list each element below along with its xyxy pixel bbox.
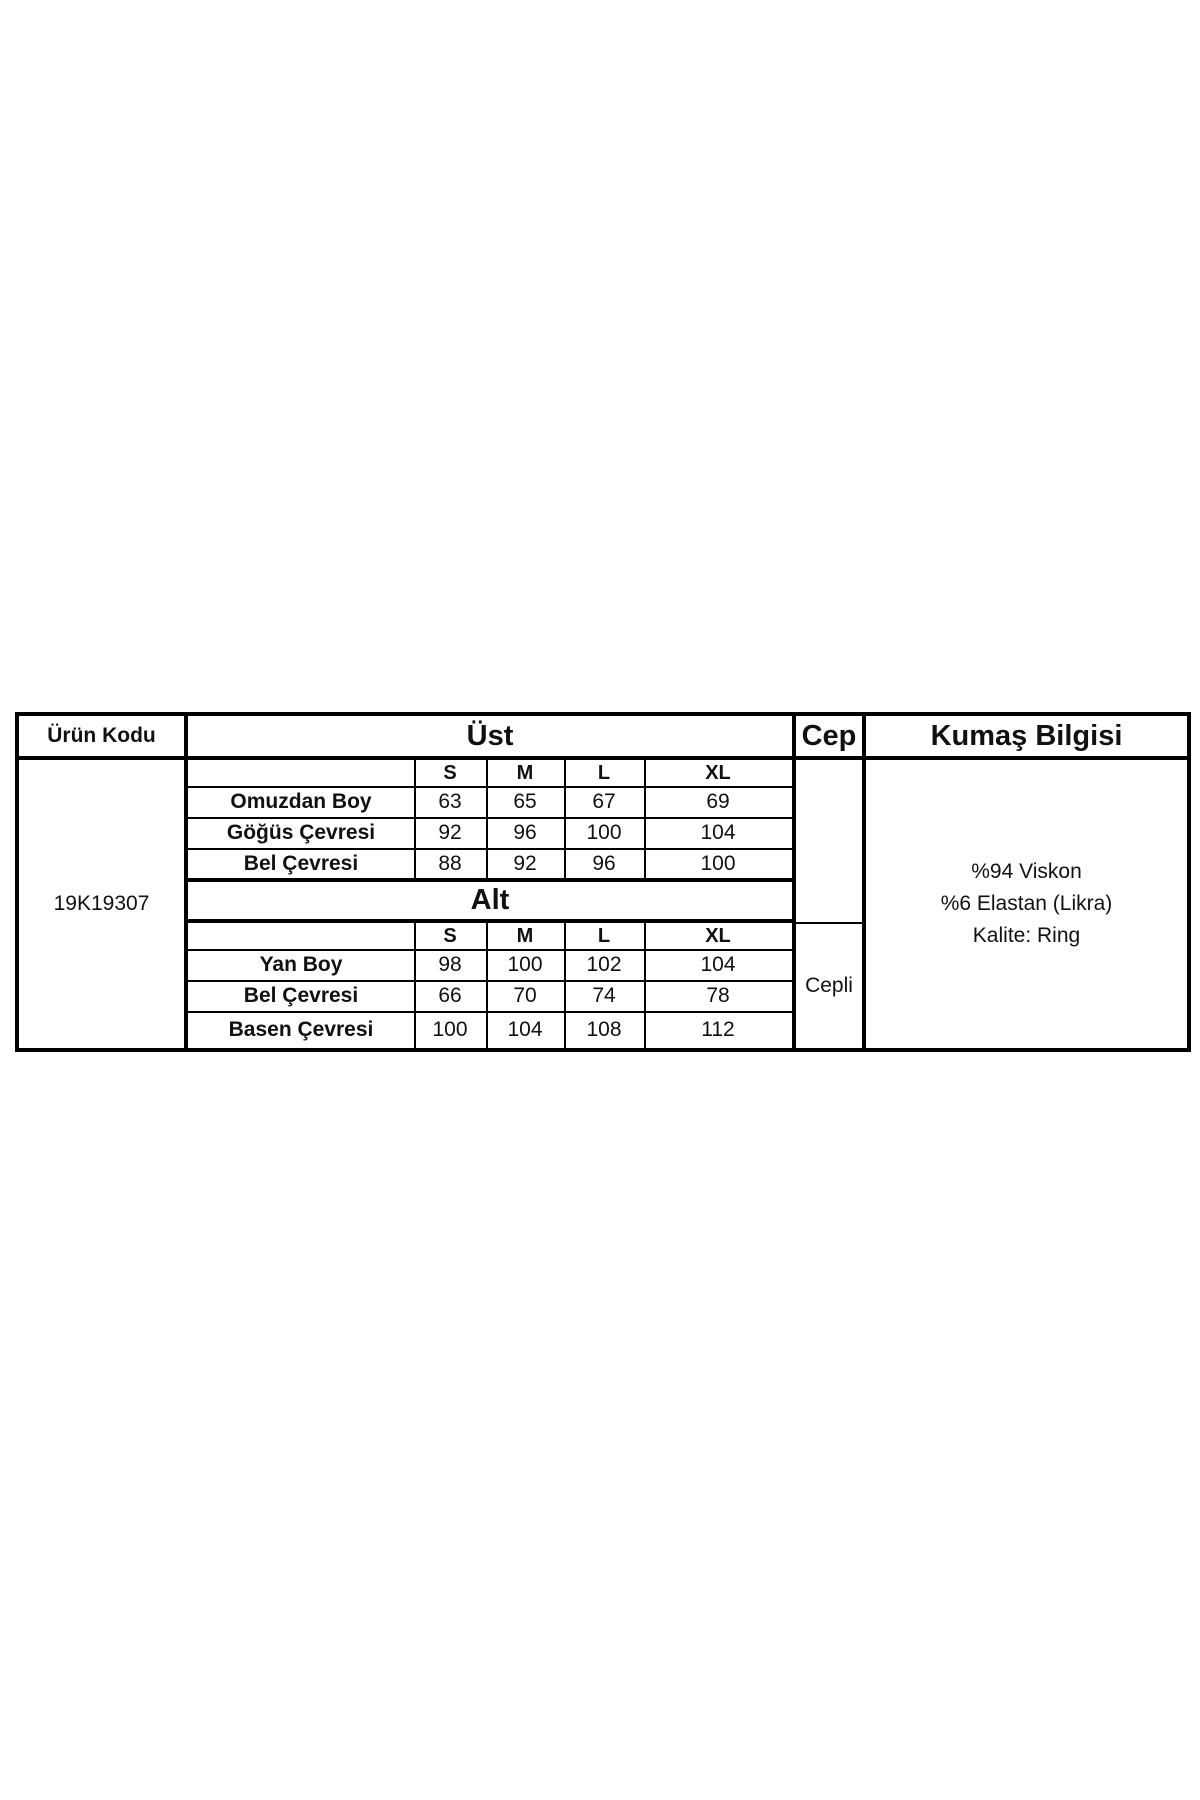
fabric-line: %6 Elastan (Likra) — [940, 892, 1113, 915]
top-size-m: M — [516, 761, 534, 784]
bottom-cell: 98 — [438, 953, 462, 976]
top-cell: 92 — [438, 821, 462, 844]
bottom-cell: 100 — [432, 1018, 468, 1041]
bottom-cell: 112 — [701, 1018, 735, 1041]
top-cell: 96 — [592, 851, 616, 875]
top-size-s: S — [443, 761, 457, 784]
bottom-cell: 100 — [507, 953, 543, 976]
bottom-cell: 102 — [586, 953, 622, 976]
fabric-info — [866, 760, 1187, 1048]
top-cell: 100 — [700, 851, 736, 875]
top-row-label: Bel Çevresi — [243, 851, 359, 875]
bottom-title: Alt — [470, 884, 510, 916]
bottom-cell: 74 — [592, 984, 616, 1007]
bottom-cell: 66 — [438, 984, 462, 1007]
fabric-line: Kalite: Ring — [972, 924, 1081, 947]
header-product-code: Ürün Kodu — [47, 724, 156, 747]
bottom-size-l: L — [597, 924, 611, 947]
bottom-cell: 108 — [586, 1018, 622, 1041]
top-size-xl: XL — [705, 761, 731, 784]
header-fabric: Kumaş Bilgisi — [930, 719, 1123, 752]
size-chart-table — [15, 712, 1191, 1052]
top-row-label: Göğüs Çevresi — [226, 821, 376, 844]
bottom-cell: 70 — [513, 984, 537, 1007]
bottom-cell: 104 — [507, 1018, 543, 1041]
product-code: 19K19307 — [53, 892, 150, 915]
bottom-size-m: M — [516, 924, 534, 947]
top-size-l: L — [597, 761, 611, 784]
header-top: Üst — [466, 719, 514, 752]
bottom-row-label: Yan Boy — [259, 953, 343, 976]
bottom-row-label: Basen Çevresi — [228, 1018, 374, 1041]
top-cell: 88 — [438, 851, 462, 875]
header-pocket: Cep — [801, 719, 857, 752]
top-cell: 65 — [513, 790, 537, 813]
top-cell: 100 — [586, 821, 622, 844]
bottom-size-xl: XL — [705, 924, 731, 947]
bottom-cell: 104 — [700, 953, 736, 976]
top-row-label: Omuzdan Boy — [230, 790, 372, 813]
bottom-cell: 78 — [706, 984, 730, 1007]
top-cell: 69 — [706, 790, 730, 813]
top-cell: 104 — [700, 821, 736, 844]
top-cell: 67 — [592, 790, 616, 813]
bottom-size-s: S — [443, 924, 457, 947]
top-cell: 96 — [513, 821, 537, 844]
fabric-line: %94 Viskon — [971, 860, 1082, 883]
bottom-row-label: Bel Çevresi — [243, 984, 359, 1007]
pocket-value: Cepli — [805, 974, 853, 997]
top-cell: 63 — [438, 790, 462, 813]
top-cell: 92 — [513, 851, 537, 875]
